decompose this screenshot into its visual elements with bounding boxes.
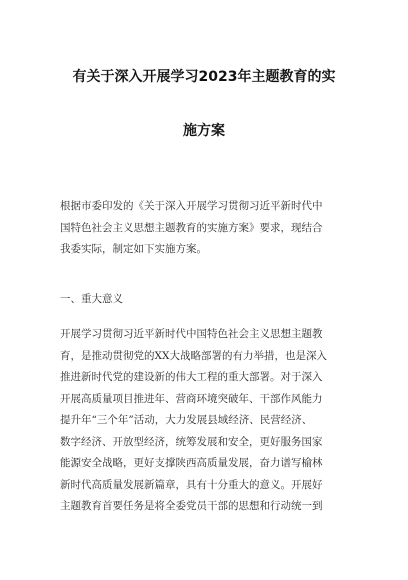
section-heading: 一、重大意义	[60, 293, 123, 305]
intro-line: 国特色社会主义思想主题教育的实施方案》要求，现结合	[60, 221, 323, 234]
document-title-line-2: 施方案	[183, 123, 225, 139]
intro-line: 根据市委印发的《关于深入开展学习贯彻习近平新时代中	[60, 200, 323, 212]
body-line: 主题教育首要任务是将全委党员干部的思想和行动统一到	[60, 500, 323, 512]
body-line: 育，是推动贯彻党的XX大战略部署的有力举措，也是深入	[60, 349, 327, 362]
body-line: 能源安全战略，更好支撑陕西高质量发展，奋力谱写榆林	[60, 457, 323, 469]
document-title-line-1: 有关于深入开展学习2023年主题教育的实	[72, 69, 336, 85]
body-line: 提升年“三个年”活动，大力发展县域经济、民营经济、	[60, 414, 313, 426]
body-line: 新时代高质量发展新篇章，具有十分重大的意义。开展好	[60, 478, 323, 491]
body-line: 推进新时代党的建设新的伟大工程的重大部署。对于深入	[60, 371, 323, 383]
intro-line: 我委实际，制定如下实施方案。	[60, 243, 207, 255]
body-line: 数字经济、开放型经济，统筹发展和安全，更好服务国家	[60, 435, 323, 448]
body-line: 开展高质量项目推进年、营商环境突破年、干部作风能力	[60, 392, 323, 405]
body-paragraph	[60, 324, 360, 518]
body-line: 开展学习贯彻习近平新时代中国特色社会主义思想主题教	[60, 328, 323, 340]
intro-paragraph	[60, 196, 360, 261]
